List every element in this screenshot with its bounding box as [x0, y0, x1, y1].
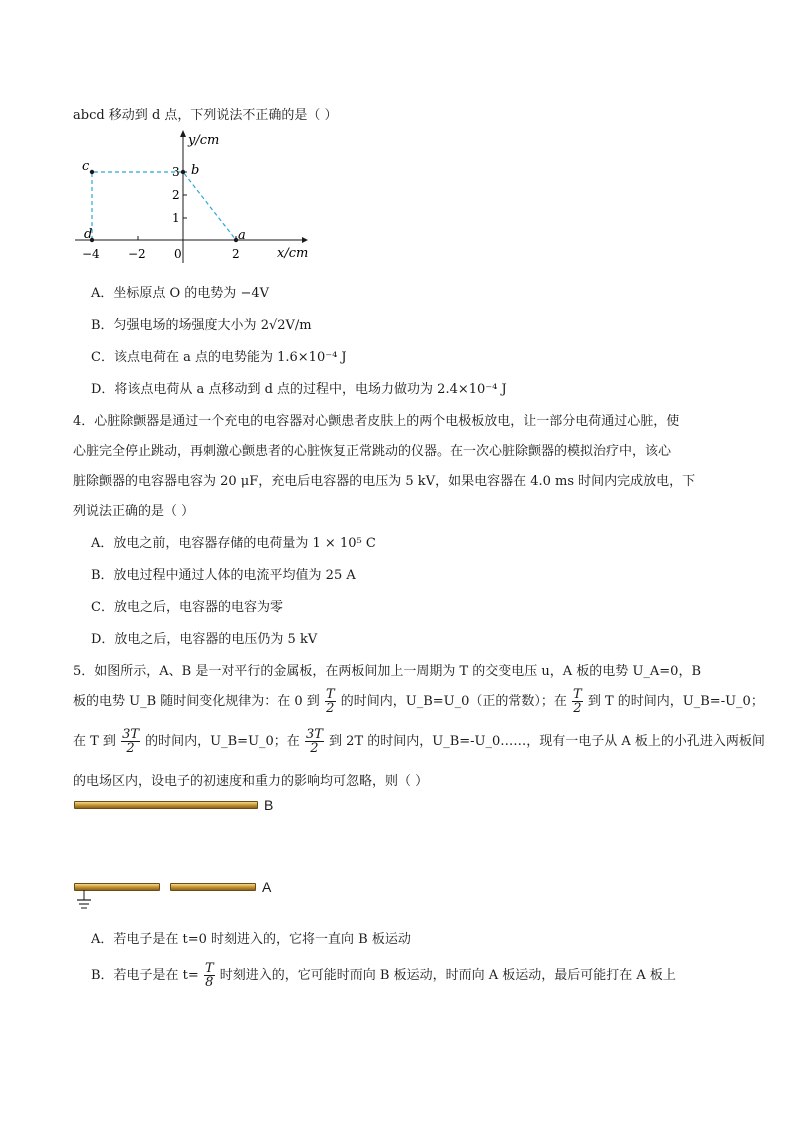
- fraction-t-over-8: [204, 962, 215, 989]
- q5-line-3-part-c: 到 2T 的时间内，U_B=-U_0……，现有一电子从 A 板上的小孔进入两板间: [329, 734, 765, 749]
- fraction-3t-over-2: [305, 728, 324, 755]
- fraction-t-over-2: [572, 688, 583, 715]
- q5-line-2-part-c: 到 T 的时间内，U_B=-U_0；: [587, 694, 764, 709]
- q4-option-c: C．放电之后，电容器的电容为零: [91, 600, 283, 615]
- fraction-3t-over-2: [121, 728, 140, 755]
- q3-option-d-text: D．将该点电荷从 a 点移动到 d 点的过程中，电场力做功为: [91, 382, 438, 397]
- fraction-t-over-2: [325, 688, 336, 715]
- origin-label: 0: [174, 247, 182, 261]
- frac-den: 2: [310, 741, 319, 756]
- frac-num: T: [325, 687, 335, 702]
- q3-option-a: A．坐标原点 O 的电势为 −4V: [91, 286, 269, 301]
- x-tick-label-2: 2: [232, 247, 240, 261]
- label-a: a: [238, 228, 246, 243]
- q3-option-b: [91, 314, 312, 333]
- label-c: c: [82, 159, 90, 174]
- y-tick-label-1: 1: [172, 211, 180, 225]
- y-axis-arrow: [180, 130, 186, 137]
- frac-num: T: [204, 961, 214, 976]
- q4-line-3: 脏除颤器的电容器电容为 20 μF，充电后电容器的电压为 5 kV，如果电容器在 4.0 ms 时间内完成放电，下: [73, 474, 696, 489]
- q5-option-b-part-a: B．若电子是在 t=: [91, 968, 199, 983]
- frac-num: T: [573, 687, 582, 702]
- q5-line-1: 5．如图所示，A、B 是一对平行的金属板，在两板间加上一周期为 T 的交变电压 u，A 板的电势 U_A=0，B: [73, 664, 701, 679]
- q3-option-b-text: B．匀强电场的场强度大小为: [91, 318, 261, 333]
- label-b: b: [191, 163, 200, 178]
- q3-option-d-value: 2.4×10⁻⁴ J: [437, 382, 507, 397]
- q5-option-a: A．若电子是在 t=0 时刻进入的，它将一直向 B 板运动: [91, 932, 411, 947]
- frac-num: 3T: [122, 727, 140, 742]
- q4-option-a: A．放电之前，电容器存储的电荷量为 1 × 10⁵ C: [91, 536, 376, 551]
- q5-line-3: [73, 728, 765, 755]
- q4-option-b: B．放电过程中通过人体的电流平均值为 25 A: [91, 568, 356, 583]
- coordinate-graph: [70, 128, 320, 268]
- y-tick-label-3: 3: [172, 165, 180, 179]
- q3-option-c: [91, 346, 347, 365]
- q5-option-b: [91, 962, 676, 989]
- frac-den: 2: [126, 741, 135, 756]
- q3-option-c-text: C．该点电荷在 a 点的电势能为: [91, 350, 278, 365]
- q5-line-2-part-a: 板的电势 U_B 随时间变化规律为：在 0 到: [73, 694, 320, 709]
- y-axis-label: y/cm: [188, 133, 220, 148]
- point-c: [90, 170, 94, 174]
- q3-option-b-value: 2√2V/m: [260, 318, 312, 333]
- frac-den: 8: [205, 975, 214, 990]
- y-tick-label-2: 2: [172, 188, 180, 202]
- q3-option-c-value: 1.6×10⁻⁴ J: [277, 350, 347, 365]
- q4-line-4: 列说法正确的是（ ）: [73, 504, 195, 519]
- frac-den: 2: [326, 701, 335, 716]
- q5-line-2-part-b: 的时间内，U_B=U_0（正的常数）；在: [340, 694, 567, 709]
- x-axis-label: x/cm: [277, 246, 309, 261]
- ground-icon: [76, 890, 96, 914]
- q3-option-d: [91, 378, 507, 397]
- question-intro: abcd 移动到 d 点，下列说法不正确的是（ ）: [73, 108, 338, 123]
- plate-b-label: B: [264, 797, 274, 813]
- plate-a-label: A: [262, 879, 272, 895]
- metal-plate-b: [74, 801, 258, 809]
- q5-line-3-part-a: 在 T 到: [73, 734, 116, 749]
- x-axis-arrow: [302, 237, 308, 243]
- q4-option-d: D．放电之后，电容器的电压仍为 5 kV: [91, 632, 318, 647]
- x-tick-label-minus4: −4: [82, 247, 100, 261]
- x-tick-label-minus2: −2: [128, 247, 146, 261]
- metal-plate-a-right: [170, 883, 256, 891]
- q5-line-4: 的电场区内，设电子的初速度和重力的影响均可忽略，则（ ）: [73, 774, 429, 789]
- point-b: [181, 170, 185, 174]
- q4-line-1: 4．心脏除颤器是通过一个充电的电容器对心颤患者皮肤上的两个电极板放电，让一部分电荷通过心脏，使: [73, 414, 680, 429]
- dashed-path: [92, 172, 236, 240]
- q5-option-b-part-b: 时刻进入的，它可能时而向 B 板运动，时而向 A 板运动，最后可能打在 A 板上: [219, 968, 676, 983]
- frac-num: 3T: [305, 727, 323, 742]
- q4-line-2: 心脏完全停止跳动，再刺激心颤患者的心脏恢复正常跳动的仪器。在一次心脏除颤器的模拟治疗中，该心: [73, 444, 672, 459]
- frac-den: 2: [573, 701, 582, 716]
- q5-line-3-part-b: 的时间内，U_B=U_0；在: [145, 734, 300, 749]
- q5-line-2: [73, 688, 764, 715]
- label-d: d: [84, 227, 93, 242]
